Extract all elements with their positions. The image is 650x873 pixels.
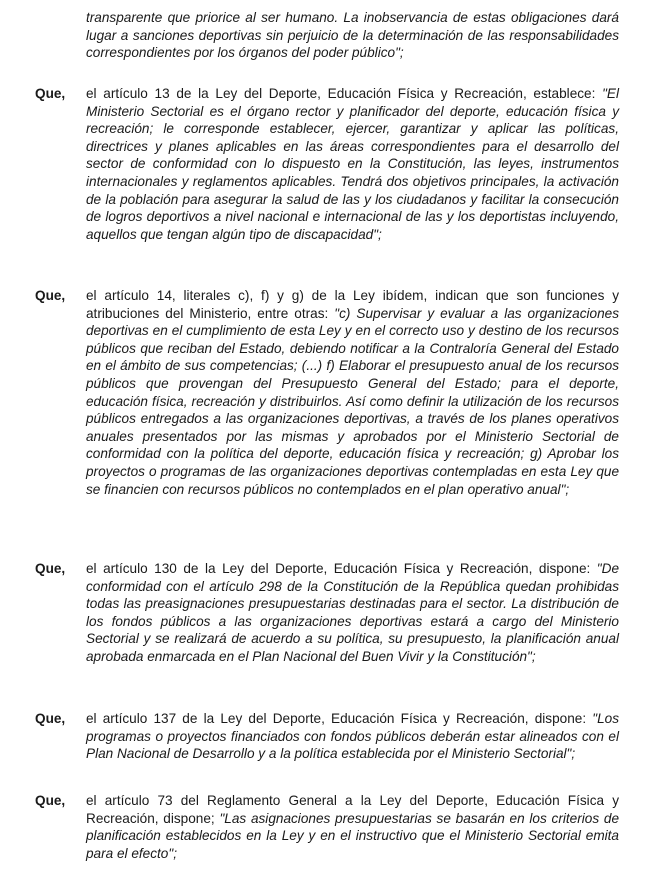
clause-text	[86, 560, 619, 666]
clause-quote: "Los programas o proyectos financiados con fondos públicos deberán estar alineados con el Plan Nacional de Desarrollo y a la política establecida por el Ministerio Sectorial";	[86, 711, 619, 762]
clause-quote: "Las asignaciones presupuestarias se basarán en los criterios de planificación establecidos en la Ley y en el instructivo que el Ministerio Sectorial emita para el efecto";	[86, 810, 620, 861]
clause-label: Que,	[35, 711, 66, 726]
clause-label: Que,	[35, 86, 66, 101]
clause-label: Que,	[35, 561, 66, 576]
clause-quote: "De conformidad con el artículo 298 de la Constitución de la República quedan prohibidas todas las preasignaciones presupuestarias destinadas para el sector. La distribución de los fondos públicos a las organizaciones deportivas estará a cargo del Ministerio Sectorial y se realizará de acuerdo a su política, su presupuesto, la planificación anual aprobada enmarcada en el Plan Nacional del Buen Vivir y la Constitución";	[86, 561, 619, 664]
clause-text	[86, 287, 619, 498]
clause-text	[86, 710, 619, 763]
clause-lead: el artículo 73 del Reglamento General a la Ley del Deporte, Educación Física y Recreación, dispone;	[86, 793, 619, 826]
clause-quote: "c) Supervisar y evaluar a las organizaciones deportivas en el cumplimiento de esta Ley y en el correcto uso y destino de los recursos públicos que reciban del Estado, debiendo notificar a la Contraloría General del Estado en el ámbito de sus competencias; (...) f) Elaborar el presupuesto anual de los recursos públicos que provengan del Presupuesto General del Estado; para el deporte, educación física, recreación y distribuirlos. Así como definir la utilización de los recursos públicos entregados a las organizaciones deportivas, a través de los planes operativos anuales presentados por las mismas y aprobados por el Ministerio Sectorial de conformidad con la política del deporte, educación física y recreación; g) Aprobar los proyectos o programas de las organizaciones deportivas contempladas en esta Ley que se financien con recursos públicos no contemplados en el plan operativo anual";	[86, 305, 619, 497]
clause-quote: "El Ministerio Sectorial es el órgano rector y planificador del deporte, educación física y recreación; le corresponde establecer, ejercer, garantizar y aplicar las políticas, directrices y planes aplicables en las áreas correspondientes para el desarrollo del sector de conformidad con lo dispuesto en la Constitución, las leyes, instrumentos internacionales y reglamentos aplicables. Tendrá dos objetivos principales, la activación de la población para asegurar la salud de las y los ciudadanos y facilitar la consecución de logros deportivos a nivel nacional e internacional de las y los deportistas incluyendo, aquellos que tengan algún tipo de discapacidad";	[86, 86, 619, 242]
clause-text	[86, 85, 619, 243]
clause-label: Que,	[35, 288, 66, 303]
clause-lead: el artículo 137 de la Ley del Deporte, Educación Física y Recreación, dispone:	[86, 711, 593, 726]
clause-text	[86, 792, 619, 862]
clause-lead: el artículo 14, literales c), f) y g) de la Ley ibídem, indican que son funciones y atribuciones del Ministerio, entre otras:	[86, 288, 619, 321]
intro-paragraph: transparente que priorice al ser humano. La inobservancia de estas obligaciones dará lugar a sanciones deportivas sin perjuicio de la determinación de las responsabilidades correspondientes por los órganos del poder público";	[86, 10, 619, 61]
clause-lead: el artículo 130 de la Ley del Deporte, Educación Física y Recreación, dispone:	[86, 561, 597, 576]
clause-lead: el artículo 13 de la Ley del Deporte, Educación Física y Recreación, establece:	[86, 86, 603, 101]
clause-label: Que,	[35, 793, 66, 808]
